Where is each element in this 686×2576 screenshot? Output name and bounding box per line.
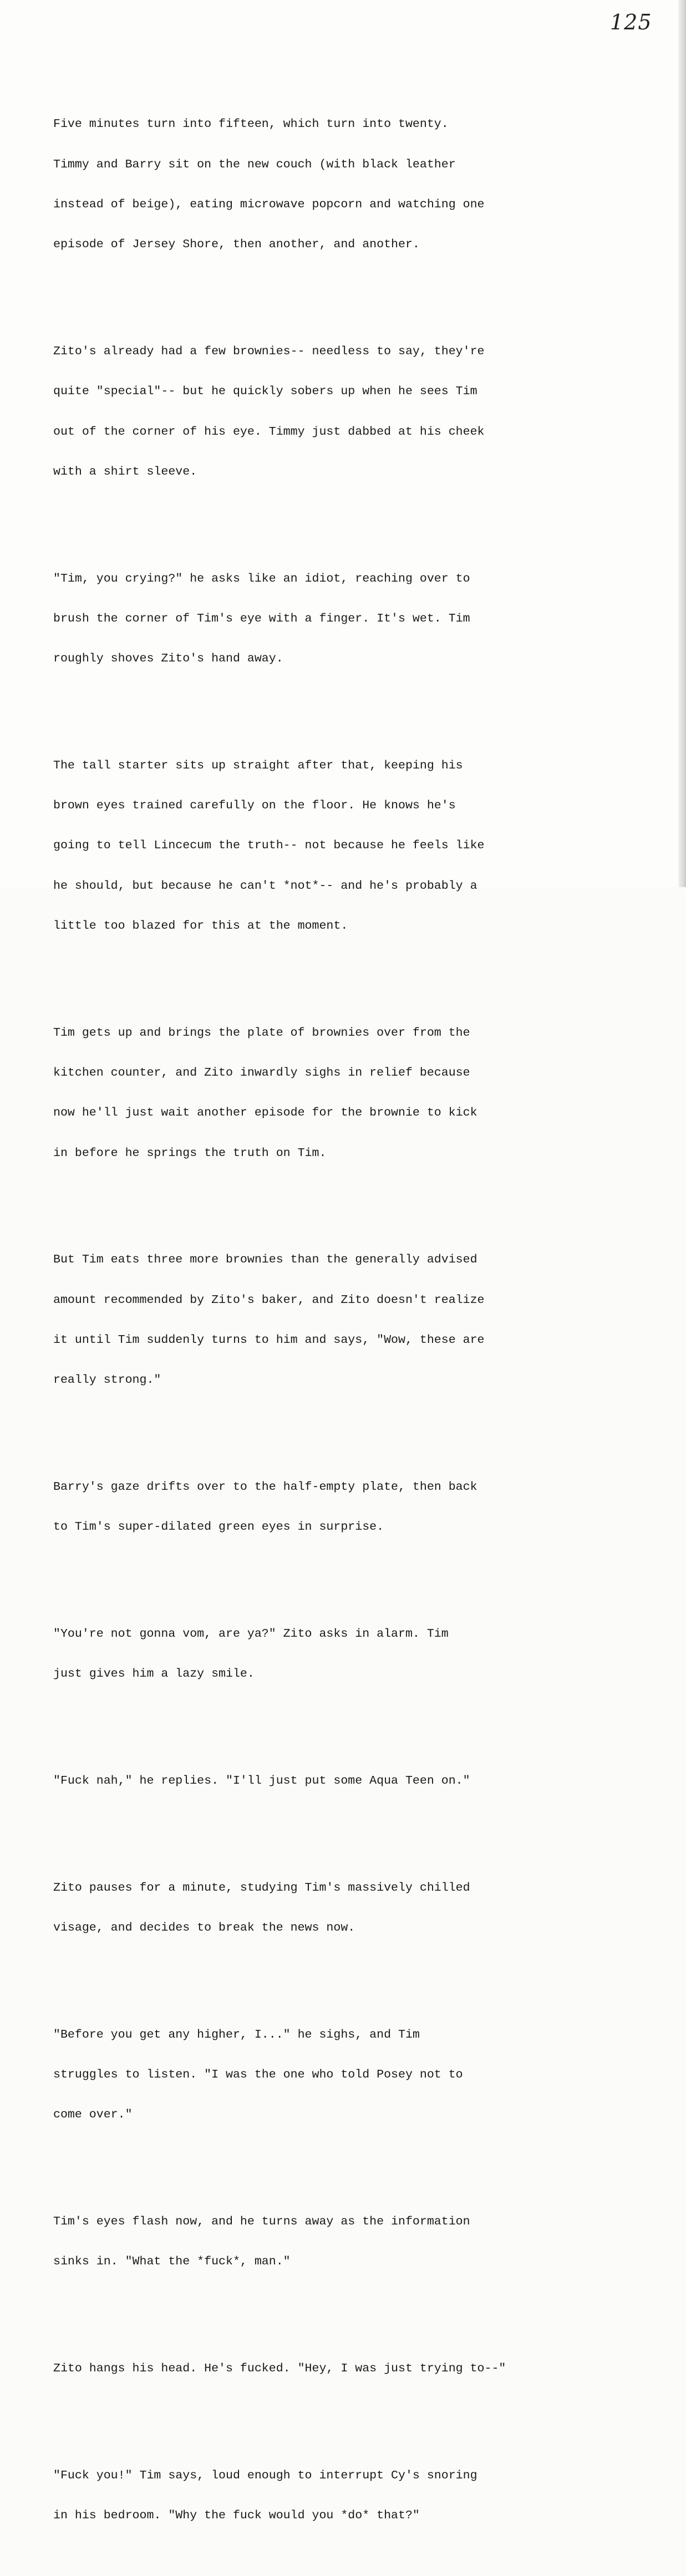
paragraph xyxy=(53,1601,619,1708)
text-line: struggles to listen. "I was the one who told Posey not to xyxy=(53,2068,463,2082)
text-line: "You're not gonna vom, are ya?" Zito asks in alarm. Tim xyxy=(53,1627,449,1641)
text-line: little too blazed for this at the moment. xyxy=(53,919,348,933)
text-line: Tim gets up and brings the plate of brownies over from the xyxy=(53,1026,470,1040)
paragraph xyxy=(53,1855,619,1962)
paragraph xyxy=(53,732,619,960)
text-line: "Fuck nah," he replies. "I'll just put some Aqua Teen on." xyxy=(53,1774,470,1788)
text-line: Timmy and Barry sit on the new couch (with black leather xyxy=(53,157,456,171)
text-line: Barry's gaze drifts over to the half-empty plate, then back xyxy=(53,1480,477,1494)
paragraph xyxy=(53,318,619,505)
text-line: kitchen counter, and Zito inwardly sighs in relief because xyxy=(53,1066,470,1080)
paragraph xyxy=(53,1000,619,1187)
manuscript-body xyxy=(53,64,619,2576)
text-line: in before he springs the truth on Tim. xyxy=(53,1146,327,1160)
text-line: visage, and decides to break the news now. xyxy=(53,1921,355,1935)
text-line: in his bedroom. "Why the fuck would you *do* that?" xyxy=(53,2509,420,2523)
page-number: 125 xyxy=(610,10,652,34)
text-line: sinks in. "What the *fuck*, man." xyxy=(53,2255,291,2269)
text-line: really strong." xyxy=(53,1373,161,1387)
text-line: he should, but because he can't *not*-- and he's probably a xyxy=(53,879,477,893)
paragraph xyxy=(53,2002,619,2149)
text-line: to Tim's super-dilated green eyes in surprise. xyxy=(53,1520,384,1534)
text-line: quite "special"-- but he quickly sobers up when he sees Tim xyxy=(53,385,477,399)
paragraph xyxy=(53,1454,619,1561)
paragraph xyxy=(53,545,619,692)
text-line: now he'll just wait another episode for the brownie to kick xyxy=(53,1106,477,1120)
text-line: "Fuck you!" Tim says, loud enough to interrupt Cy's snoring xyxy=(53,2468,477,2482)
text-line: Zito pauses for a minute, studying Tim's massively chilled xyxy=(53,1881,470,1895)
text-line: "Tim, you crying?" he asks like an idiot, reaching over to xyxy=(53,572,470,586)
text-line: out of the corner of his eye. Timmy just dabbed at his cheek xyxy=(53,425,485,439)
paragraph xyxy=(53,91,619,278)
paragraph xyxy=(53,1226,619,1413)
text-line: it until Tim suddenly turns to him and says, "Wow, these are xyxy=(53,1333,485,1347)
text-line: The tall starter sits up straight after that, keeping his xyxy=(53,758,463,772)
paragraph xyxy=(53,2188,619,2295)
paragraph xyxy=(53,2442,619,2549)
paragraph xyxy=(53,2335,619,2402)
text-line: come over." xyxy=(53,2108,133,2122)
paragraph xyxy=(53,1748,619,1814)
text-line: Five minutes turn into fifteen, which turn into twenty. xyxy=(53,118,449,131)
text-line: roughly shoves Zito's hand away. xyxy=(53,652,283,666)
text-line: brush the corner of Tim's eye with a finger. It's wet. Tim xyxy=(53,612,470,625)
text-line: with a shirt sleeve. xyxy=(53,465,197,478)
text-line: Zito hangs his head. He's fucked. "Hey, I was just trying to--" xyxy=(53,2362,506,2376)
text-line: But Tim eats three more brownies than the generally advised xyxy=(53,1253,477,1267)
text-line: just gives him a lazy smile. xyxy=(53,1667,255,1681)
text-line: Tim's eyes flash now, and he turns away as the information xyxy=(53,2215,470,2229)
text-line: amount recommended by Zito's baker, and Zito doesn't realize xyxy=(53,1293,485,1307)
text-line: brown eyes trained carefully on the floor. He knows he's xyxy=(53,799,456,813)
text-line: "Before you get any higher, I..." he sighs, and Tim xyxy=(53,2028,420,2042)
text-line: Zito's already had a few brownies-- needless to say, they're xyxy=(53,344,485,358)
text-line: going to tell Lincecum the truth-- not because he feels like xyxy=(53,839,485,853)
text-line: episode of Jersey Shore, then another, and another. xyxy=(53,238,420,252)
text-line: instead of beige), eating microwave popcorn and watching one xyxy=(53,197,485,211)
page-edge-shadow xyxy=(678,0,686,887)
